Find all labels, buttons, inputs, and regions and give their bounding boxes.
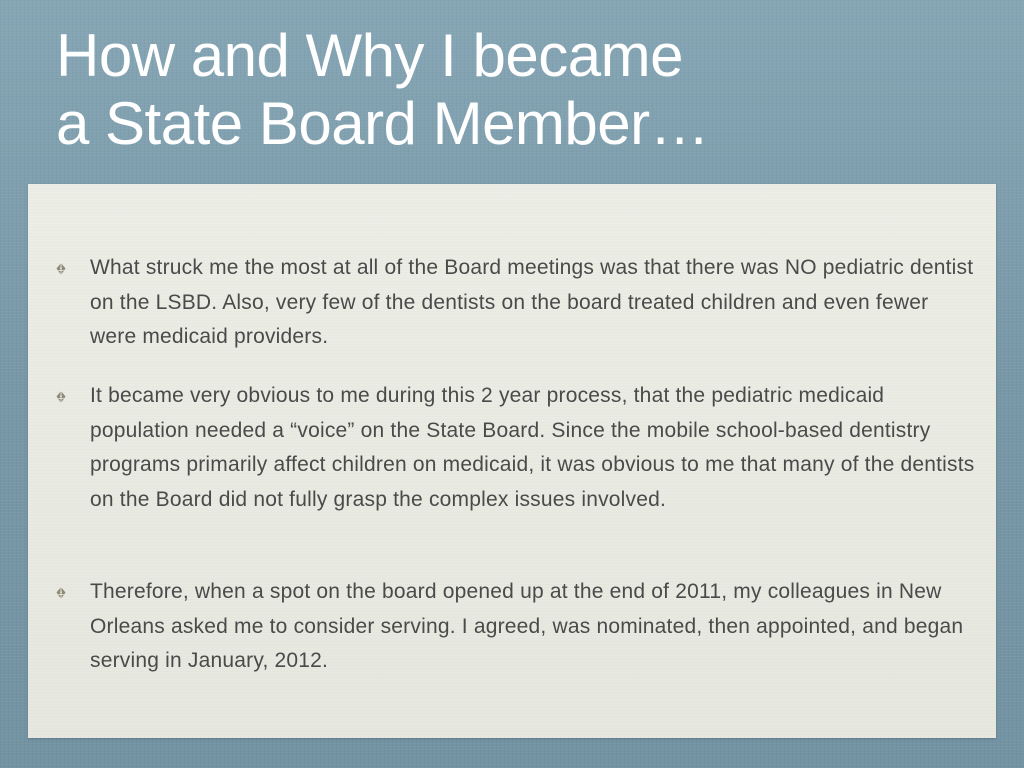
bullet-item-1 [90,251,980,355]
bullet-item-2 [90,379,980,517]
title-line-2: a State Board Member… [56,90,710,157]
pen-nib-icon [54,586,68,600]
bullet-item-3 [90,575,980,679]
bullet-text: What struck me the most at all of the Board meetings was that there was NO pediatric dentist on the LSBD. Also, very few of the dentists on the board treated children and even fewer were medicaid providers. [90,256,974,348]
bullet-text: It became very obvious to me during this 2 year process, that the pediatric medicaid population needed a “voice” on the State Board. Since the mobile school-based dentistry programs primarily affect children on medicaid, it was obvious to me that many of the dentists on the Board did not fully grasp the complex issues involved. [90,384,975,511]
title-line-1: How and Why I became [56,22,683,89]
bullet-text: Therefore, when a spot on the board opened up at the end of 2011, my colleagues in New Orleans asked me to consider serving. I agreed, was nominated, then appointed, and began serving in January, 2012. [90,580,964,672]
pen-nib-icon [54,262,68,276]
content-panel [28,184,996,738]
pen-nib-icon [54,390,68,404]
slide-title [56,22,956,158]
